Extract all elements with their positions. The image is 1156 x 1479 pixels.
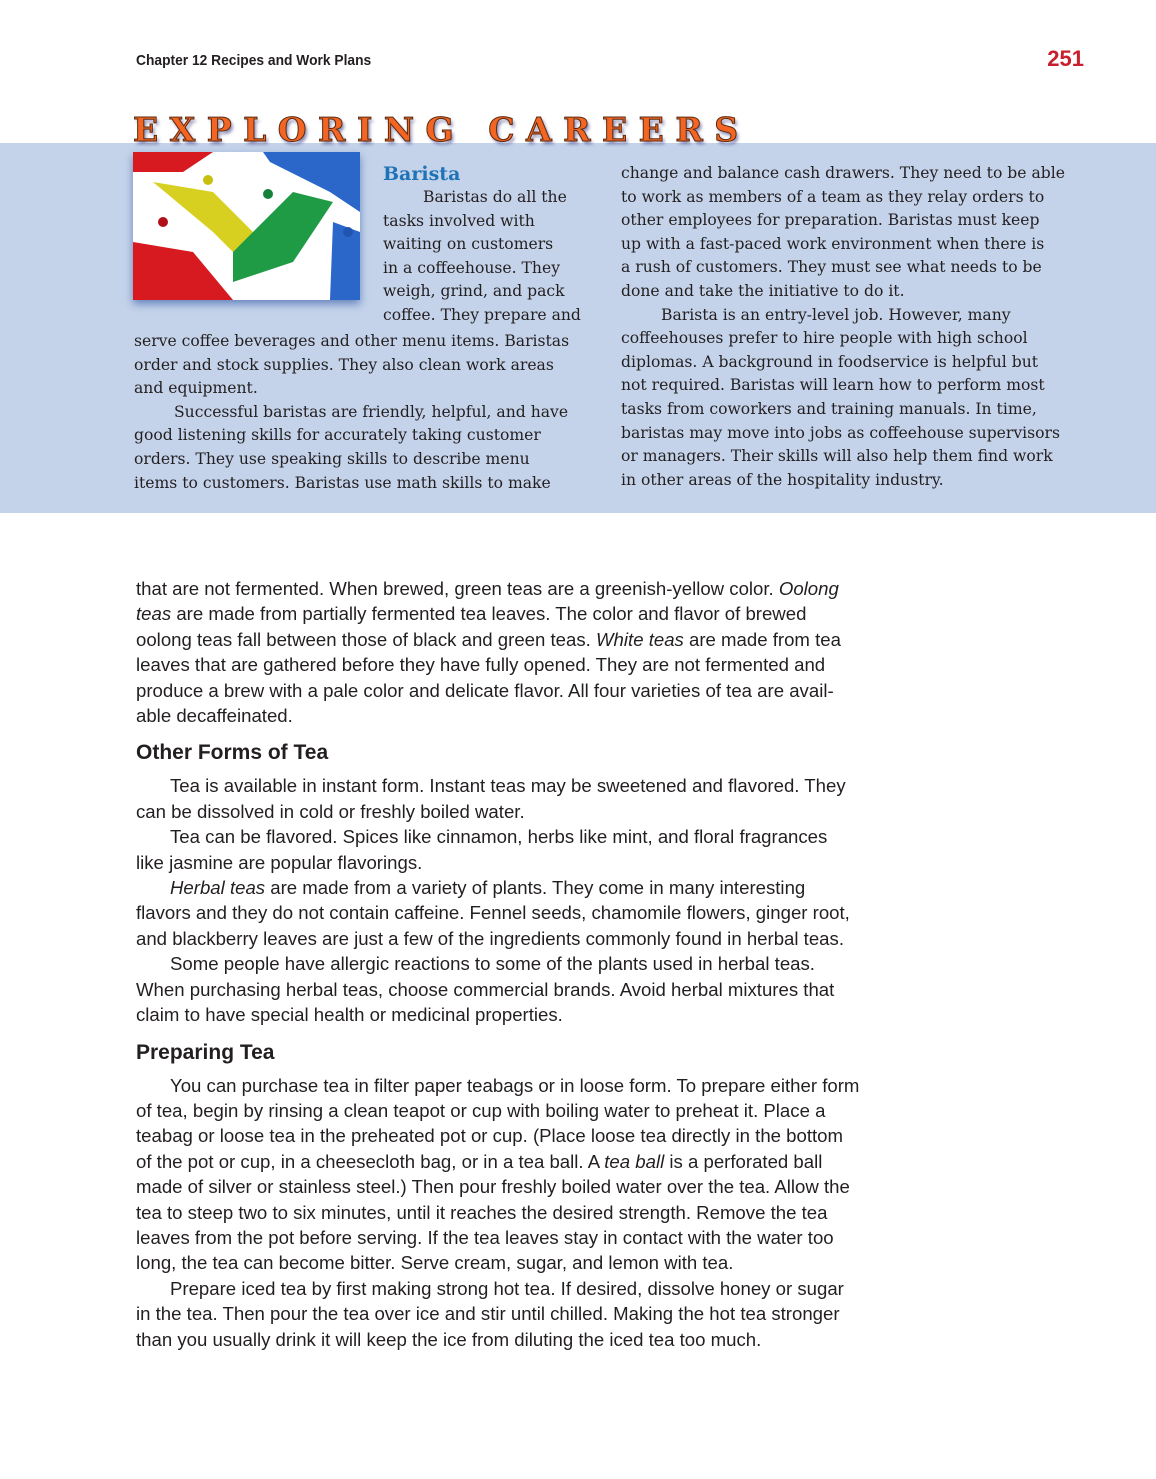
text-line (136, 1301, 859, 1326)
paragraph (136, 951, 859, 1027)
career-text-line: not required. Baristas will learn how to perform most (621, 376, 1045, 395)
text-span: are made from a variety of plants. They come in many interesting (265, 877, 806, 899)
text-span: claim to have special health or medicinal properties. (136, 1004, 563, 1026)
italic-term: teas (136, 603, 172, 625)
text-span: teabag or loose tea in the preheated pot or cup. (Place loose tea directly in the bottom (136, 1125, 844, 1147)
text-span: are made from partially fermented tea leaves. The color and flavor of brewed (171, 603, 807, 625)
text-span: like jasmine are popular flavorings. (136, 851, 423, 873)
text-span: in the tea. Then pour the tea over ice and stir until chilled. Making the hot tea stronger (136, 1303, 840, 1325)
text-span: Prepare iced tea by first making strong hot tea. If desired, dissolve honey or sugar (170, 1277, 844, 1299)
paragraph (136, 1276, 859, 1352)
career-text-line: Baristas do all the (423, 188, 567, 206)
career-text-line: weigh, grind, and pack (383, 282, 565, 301)
text-span: When purchasing herbal teas, choose commercial brands. Avoid herbal mixtures that (136, 978, 835, 1000)
text-line (136, 576, 859, 601)
section-heading: Preparing Tea (136, 1040, 275, 1064)
text-span: and blackberry leaves are just a few of the ingredients commonly found in herbal teas. (136, 927, 844, 949)
career-text-line: Barista is an entry-level job. However, many (661, 305, 1011, 324)
paragraph (136, 576, 859, 728)
career-text-line: coffee. They prepare and (383, 305, 581, 324)
main-body-text (136, 576, 859, 1352)
text-span: tea to steep two to six minutes, until it reaches the desired strength. Remove the tea (136, 1201, 828, 1223)
page-number: 251 (1047, 46, 1084, 71)
career-text-line: good listening skills for accurately taking customer (134, 426, 541, 445)
text-span: are made from tea (683, 628, 841, 650)
text-span: Tea is available in instant form. Instant teas may be sweetened and flavored. They (170, 775, 846, 797)
text-line (136, 900, 859, 925)
paragraph (136, 1073, 859, 1276)
career-text-line: waiting on customers (383, 235, 554, 254)
text-span: is a perforated ball (664, 1150, 823, 1172)
text-line (136, 1149, 859, 1174)
text-line (136, 627, 859, 652)
text-span: oolong teas fall between those of black and green teas. (136, 628, 596, 650)
text-span: leaves from the pot before serving. If the tea leaves stay in contact with the water too (136, 1226, 834, 1248)
text-line (136, 1073, 859, 1098)
career-text-line: Successful baristas are friendly, helpful, and have (174, 402, 569, 421)
text-line (136, 601, 859, 626)
text-line (136, 678, 859, 703)
paragraph (136, 875, 859, 951)
career-text-line: in a coffeehouse. They (383, 258, 560, 277)
text-line (136, 824, 859, 849)
text-span: of the pot or cup, in a cheesecloth bag, or in a tea ball. A (136, 1150, 605, 1172)
text-line (136, 1200, 859, 1225)
text-line (136, 1002, 859, 1027)
career-text-line: done and take the initiative to do it. (621, 281, 905, 300)
career-text-line: to work as members of a team as they relay orders to (621, 187, 1045, 206)
paragraph (136, 824, 859, 875)
text-span: able decaffeinated. (136, 705, 293, 727)
career-title: Barista (383, 163, 461, 185)
text-line (136, 1276, 859, 1301)
text-line (136, 1225, 859, 1250)
text-line (136, 1327, 859, 1352)
italic-term: Herbal teas (170, 877, 266, 899)
text-span: that are not fermented. When brewed, green teas are a greenish-yellow color. (136, 578, 779, 599)
text-line (136, 926, 859, 951)
career-text-line: in other areas of the hospitality industry. (621, 470, 944, 489)
career-text-line: items to customers. Baristas use math skills to make (134, 473, 551, 492)
career-text-line: other employees for preparation. Baristas must keep (621, 211, 1040, 230)
text-span: You can purchase tea in filter paper teabags or in loose form. To prepare either form (170, 1074, 860, 1096)
career-narrow-column (383, 162, 581, 328)
exploring-careers-banner: EXPLORING CAREERS (133, 110, 750, 149)
career-text-line: order and stock supplies. They also clean work areas (134, 355, 554, 374)
text-span: can be dissolved in cold or freshly boiled water. (136, 800, 525, 822)
running-header: Chapter 12 Recipes and Work Plans (136, 52, 372, 69)
text-line (136, 652, 859, 677)
career-text-line: and equipment. (134, 379, 258, 398)
text-line (136, 1098, 859, 1123)
text-span: long, the tea can become bitter. Serve cream, sugar, and lemon with tea. (136, 1252, 734, 1274)
text-line (136, 850, 859, 875)
text-line (136, 799, 859, 824)
italic-term: tea ball (604, 1150, 665, 1172)
text-span: leaves that are gathered before they have fully opened. They are not fermented and (136, 654, 826, 676)
text-span: produce a brew with a pale color and delicate flavor. All four varieties of tea are avail- (136, 679, 834, 701)
career-text-line: tasks involved with (383, 211, 535, 230)
text-span: made of silver or stainless steel.) Then pour freshly boiled water over the tea. Allow the (136, 1176, 850, 1198)
text-line (136, 703, 859, 728)
text-line (136, 977, 859, 1002)
text-line (136, 773, 859, 798)
career-text-line: or managers. Their skills will also help them find work (621, 447, 1053, 466)
career-right-column (621, 162, 1065, 492)
text-line (136, 1174, 859, 1199)
text-line (136, 1123, 859, 1148)
career-text-line: up with a fast-paced work environment when there is (621, 234, 1045, 253)
career-text-line: baristas may move into jobs as coffeehouse supervisors (621, 423, 1061, 442)
career-text-line: coffeehouses prefer to hire people with high school (621, 329, 1028, 348)
career-text-line: a rush of customers. They must see what needs to be (621, 258, 1042, 277)
text-span: than you usually drink it will keep the ice from diluting the iced tea too much. (136, 1328, 762, 1350)
text-line (136, 951, 859, 976)
career-staircase-image (133, 152, 360, 300)
text-span: Some people have allergic reactions to some of the plants used in herbal teas. (170, 953, 815, 975)
career-text-line: change and balance cash drawers. They need to be able (621, 164, 1065, 182)
section-heading: Other Forms of Tea (136, 741, 329, 765)
paragraph (136, 773, 859, 824)
career-text-line: orders. They use speaking skills to describe menu (134, 449, 530, 468)
text-line (136, 1250, 859, 1275)
text-span: flavors and they do not contain caffeine. Fennel seeds, chamomile flowers, ginger root, (136, 902, 850, 924)
text-line (136, 875, 859, 900)
italic-term: White teas (596, 628, 684, 650)
text-span: Tea can be flavored. Spices like cinnamon, herbs like mint, and floral fragrances (170, 826, 828, 848)
career-text-line: diplomas. A background in foodservice is helpful but (621, 352, 1039, 371)
italic-term: Oolong (778, 578, 839, 599)
text-span: of tea, begin by rinsing a clean teapot or cup with boiling water to preheat it. Place a (136, 1099, 826, 1121)
career-text-line: serve coffee beverages and other menu items. Baristas (134, 332, 570, 350)
career-left-column (134, 330, 569, 495)
career-text-line: tasks from coworkers and training manuals. In time, (621, 399, 1037, 418)
